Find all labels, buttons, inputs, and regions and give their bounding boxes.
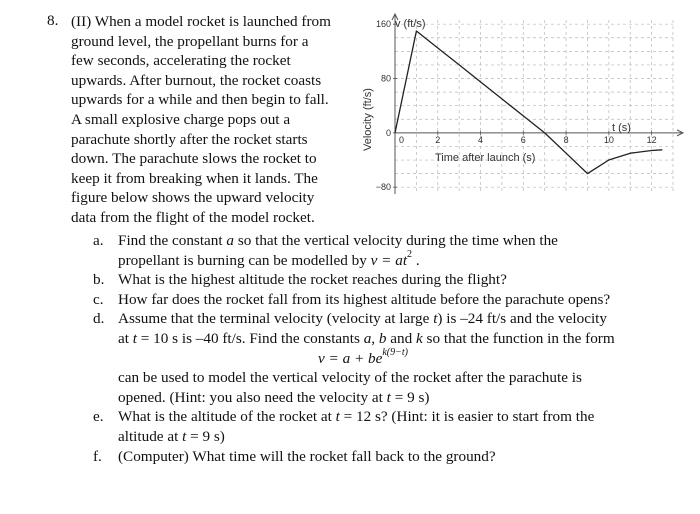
y-tick-label: 160 bbox=[375, 19, 391, 30]
part-text-line: Assume that the terminal velocity (velocity at large t) is –24 ft/s and the velocity bbox=[118, 310, 607, 328]
part-b bbox=[93, 270, 693, 290]
part-label: d. bbox=[93, 310, 105, 328]
x-tick-label: 10 bbox=[603, 134, 614, 145]
part-label: f. bbox=[93, 447, 102, 465]
y-tick-label: −80 bbox=[375, 182, 391, 193]
x-axis-label: Time after launch (s) bbox=[435, 152, 536, 164]
question-parts bbox=[93, 231, 693, 466]
intro-line: upwards for a while and then begin to fall. bbox=[71, 91, 329, 109]
y-tick-label: 0 bbox=[385, 127, 391, 138]
y-axis-title: v (ft/s) bbox=[395, 18, 426, 30]
model-formula: $v = a + be^{k(9-t)}$ bbox=[318, 346, 408, 367]
intro-line: keep it from breaking when it lands. The bbox=[71, 169, 318, 187]
part-text-line: propellant is burning can be modelled by $v = at^2$ . bbox=[118, 248, 420, 269]
part-label: c. bbox=[93, 290, 104, 308]
part-d bbox=[93, 309, 693, 407]
y-axis-label: Velocity (ft/s) bbox=[362, 88, 374, 151]
x-tick-label: 8 bbox=[563, 134, 569, 145]
part-text-line: (Computer) What time will the rocket fall back to the ground? bbox=[118, 447, 496, 465]
part-text-line: How far does the rocket fall from its highest altitude before the parachute opens? bbox=[118, 290, 611, 308]
question-number: 8. bbox=[47, 12, 59, 29]
part-text-line: altitude at t = 9 s) bbox=[118, 427, 225, 445]
part-text-line: Find the constant a so that the vertical velocity during the time when the bbox=[118, 232, 558, 249]
intro-line: A small explosive charge pops out a bbox=[71, 110, 291, 128]
x-tick-label: 2 bbox=[435, 134, 441, 145]
part-e bbox=[93, 407, 693, 446]
part-text-line: What is the highest altitude the rocket reaches during the flight? bbox=[118, 271, 507, 289]
intro-line: ground level, the propellant burns for a bbox=[71, 32, 309, 50]
intro-line: upwards. After burnout, the rocket coasts bbox=[71, 71, 322, 89]
part-text-line: opened. (Hint: you also need the velocity at t = 9 s) bbox=[118, 388, 430, 406]
velocity-chart-svg bbox=[355, 6, 700, 206]
part-text-line: at t = 10 s is –40 ft/s. Find the constants a, b and k so that the function in the form bbox=[118, 329, 615, 347]
intro-line: few seconds, accelerating the rocket bbox=[71, 52, 291, 70]
x-tick-label: 4 bbox=[478, 134, 484, 145]
intro-line: data from the flight of the model rocket. bbox=[71, 208, 315, 226]
intro-line: (II) When a model rocket is launched from bbox=[71, 13, 331, 30]
part-a bbox=[93, 231, 693, 270]
question-intro bbox=[71, 12, 361, 228]
x-tick-label: 12 bbox=[646, 134, 657, 145]
part-label: e. bbox=[93, 408, 104, 426]
y-tick-label: 80 bbox=[380, 73, 391, 84]
velocity-chart bbox=[355, 6, 700, 206]
equation: v = at bbox=[370, 251, 408, 269]
part-text-line: What is the altitude of the rocket at t = 12 s? (Hint: it is easier to start from the bbox=[118, 408, 595, 426]
part-text-line: can be used to model the vertical velocity of the rocket after the parachute is bbox=[118, 369, 582, 387]
intro-line: down. The parachute slows the rocket to bbox=[71, 150, 317, 168]
x-tick-label: 6 bbox=[520, 134, 526, 145]
part-f bbox=[93, 447, 693, 467]
x-tick-label: 0 bbox=[399, 134, 405, 145]
intro-line: parachute shortly after the rocket starts bbox=[71, 130, 308, 148]
x-axis-title: t (s) bbox=[612, 122, 631, 134]
intro-line: figure below shows the upward velocity bbox=[71, 189, 315, 207]
part-label: a. bbox=[93, 232, 104, 249]
part-label: b. bbox=[93, 271, 105, 289]
part-c bbox=[93, 290, 693, 310]
